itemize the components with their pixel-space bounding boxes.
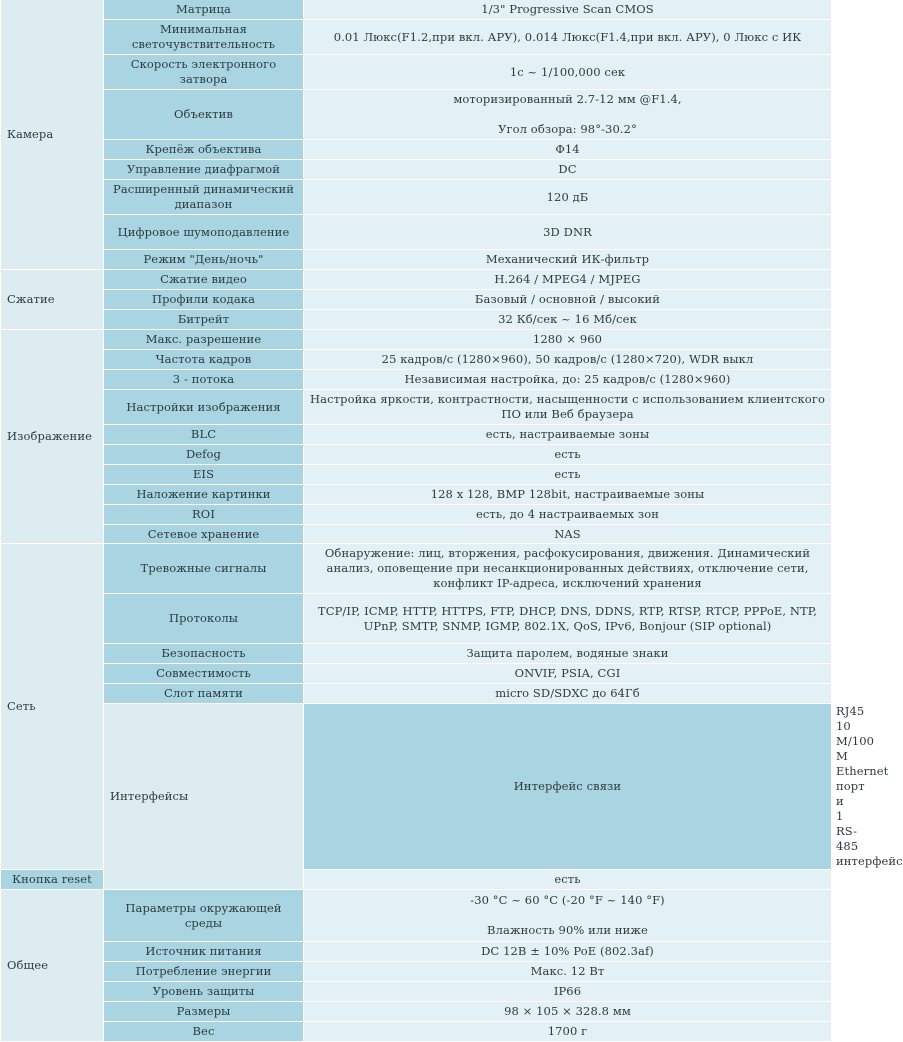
- spec-row-dnr: [1, 215, 832, 250]
- spec-row-net-storage: [1, 525, 832, 544]
- param-label: Тревожные сигналы: [104, 544, 304, 594]
- spec-row-wdr: [1, 180, 832, 215]
- param-value: Обнаружение: лиц, вторжения, расфокусирования, движения. Динамический анализ, оповещение при несанкционированных действиях, отключение сети, конфликт IP-адреса, исключений хранения: [304, 544, 832, 594]
- section-compression-label: Сжатие: [1, 270, 104, 330]
- param-label: Сжатие видео: [104, 270, 304, 290]
- spec-row-power-consumption: [1, 962, 832, 982]
- spec-row-protocols: [1, 594, 832, 644]
- spec-row-image-settings: [1, 390, 832, 425]
- param-value: H.264 / MPEG4 / MJPEG: [304, 270, 832, 290]
- param-value: 1с ~ 1/100,000 сек: [304, 55, 832, 90]
- spec-row-lens: [1, 90, 832, 140]
- param-value: 120 дБ: [304, 180, 832, 215]
- section-interfaces-label: Интерфейсы: [104, 704, 304, 890]
- param-label: Безопасность: [104, 644, 304, 664]
- spec-row-roi: [1, 505, 832, 525]
- lens-value-gap: [308, 107, 827, 122]
- param-label: Объектив: [104, 90, 304, 140]
- section-network-label: Сеть: [1, 544, 104, 870]
- param-label: Макс. разрешение: [104, 330, 304, 350]
- spec-row-bitrate: [1, 310, 832, 330]
- spec-row-max-resolution: [1, 330, 832, 350]
- param-value: есть, до 4 настраиваемых зон: [304, 505, 832, 525]
- spec-row-alarms: [1, 544, 832, 594]
- spec-row-codec-profiles: [1, 290, 832, 310]
- param-label: Уровень защиты: [104, 982, 304, 1002]
- param-value: IP66: [304, 982, 832, 1002]
- param-label: EIS: [104, 465, 304, 485]
- lens-value-line-2: Угол обзора: 98°-30.2°: [498, 122, 637, 136]
- param-label: Частота кадров: [104, 350, 304, 370]
- param-value: [304, 90, 832, 140]
- param-label: Крепёж объектива: [104, 140, 304, 160]
- spec-row-overlay: [1, 485, 832, 505]
- param-value: micro SD/SDXC до 64Гб: [304, 684, 832, 704]
- environment-value-line-2: Влажность 90% или ниже: [487, 923, 648, 937]
- param-label: Битрейт: [104, 310, 304, 330]
- param-label: BLC: [104, 425, 304, 445]
- param-label: Интерфейс связи: [304, 704, 832, 870]
- spec-row-day-night: [1, 250, 832, 270]
- param-value: Настройка яркости, контрастности, насыщенности с использованием клиентского ПО или Веб браузера: [304, 390, 832, 425]
- param-value: есть: [304, 445, 832, 465]
- param-label: Цифровое шумоподавление: [104, 215, 304, 250]
- param-label: Настройки изображения: [104, 390, 304, 425]
- spec-row-iris: [1, 160, 832, 180]
- param-value: NAS: [304, 525, 832, 544]
- param-label: Протоколы: [104, 594, 304, 644]
- spec-row-sensor: [1, 0, 832, 20]
- param-label: Расширенный динамический диапазон: [104, 180, 304, 215]
- param-value: [304, 890, 832, 942]
- param-value: есть: [304, 465, 832, 485]
- param-label: Профили кодака: [104, 290, 304, 310]
- param-value: 128 x 128, BMP 128bit, настраиваемые зоны: [304, 485, 832, 505]
- section-image-label: Изображение: [1, 330, 104, 544]
- param-value: 1/3" Progressive Scan CMOS: [304, 0, 832, 20]
- param-label: Потребление энергии: [104, 962, 304, 982]
- param-value: Базовый / основной / высокий: [304, 290, 832, 310]
- param-value: DC: [304, 160, 832, 180]
- spec-row-compatibility: [1, 664, 832, 684]
- spec-row-shutter: [1, 55, 832, 90]
- param-value: ONVIF, PSIA, CGI: [304, 664, 832, 684]
- spec-row-defog: [1, 445, 832, 465]
- spec-row-lens-mount: [1, 140, 832, 160]
- spec-row-power-source: [1, 942, 832, 962]
- param-value: 3D DNR: [304, 215, 832, 250]
- param-label: Скорость электронного затвора: [104, 55, 304, 90]
- environment-value-line-1: -30 °C ~ 60 °C (-20 °F ~ 140 °F): [470, 893, 665, 907]
- param-label: Матрица: [104, 0, 304, 20]
- param-value: Φ14: [304, 140, 832, 160]
- spec-row-blc: [1, 425, 832, 445]
- param-label: Размеры: [104, 1002, 304, 1022]
- param-value: есть, настраиваемые зоны: [304, 425, 832, 445]
- param-label: Вес: [104, 1022, 304, 1042]
- spec-row-streams: [1, 370, 832, 390]
- param-label: Совместимость: [104, 664, 304, 684]
- param-label: Наложение картинки: [104, 485, 304, 505]
- param-label: Кнопка reset: [1, 870, 104, 890]
- param-label: Слот памяти: [104, 684, 304, 704]
- spec-row-protection: [1, 982, 832, 1002]
- param-label: Минимальная светочувствительность: [104, 20, 304, 55]
- spec-row-eis: [1, 465, 832, 485]
- param-value: 32 Кб/сек ~ 16 Мб/сек: [304, 310, 832, 330]
- param-value: Макс. 12 Вт: [304, 962, 832, 982]
- spec-row-video-compression: [1, 270, 832, 290]
- lens-value-line-1: моторизированный 2.7-12 мм @F1.4,: [453, 92, 682, 106]
- environment-value-gap: [308, 908, 827, 923]
- param-value: Механический ИК-фильтр: [304, 250, 832, 270]
- section-general-label: Общее: [1, 890, 104, 1042]
- param-value: 25 кадров/с (1280×960), 50 кадров/с (1280×720), WDR выкл: [304, 350, 832, 370]
- spec-row-dimensions: [1, 1002, 832, 1022]
- spec-row-weight: [1, 1022, 832, 1042]
- param-label: Параметры окружающей среды: [104, 890, 304, 942]
- spec-row-memory-slot: [1, 684, 832, 704]
- param-label: ROI: [104, 505, 304, 525]
- param-label: Сетевое хранение: [104, 525, 304, 544]
- spec-row-environment: [1, 890, 832, 942]
- param-value: TCP/IP, ICMP, HTTP, HTTPS, FTP, DHCP, DNS, DDNS, RTP, RTSP, RTCP, PPPoE, NTP, UPnP, SMTP, SNMP, IGMP, 802.1X, QoS, IPv6, Bonjour (SIP optional): [304, 594, 832, 644]
- param-value: Независимая настройка, до: 25 кадров/с (1280×960): [304, 370, 832, 390]
- spec-row-frame-rate: [1, 350, 832, 370]
- param-value: есть: [304, 870, 832, 890]
- param-value: 98 × 105 × 328.8 мм: [304, 1002, 832, 1022]
- spec-row-security: [1, 644, 832, 664]
- param-value: 1280 × 960: [304, 330, 832, 350]
- param-label: Управление диафрагмой: [104, 160, 304, 180]
- param-value: Защита паролем, водяные знаки: [304, 644, 832, 664]
- param-label: Defog: [104, 445, 304, 465]
- section-camera-label: Камера: [1, 0, 104, 270]
- param-value: DC 12В ± 10% PoE (802.3af): [304, 942, 832, 962]
- spec-row-comm-interface: Интерфейсы Интерфейс связи RJ45 10 M/100 M Ethernet порт и 1 RS-485 интерфейс: [1, 704, 832, 870]
- param-label: 3 - потока: [104, 370, 304, 390]
- param-value: 1700 г: [304, 1022, 832, 1042]
- spec-row-min-illumination: [1, 20, 832, 55]
- param-label: Режим "День/ночь": [104, 250, 304, 270]
- param-value: 0.01 Люкс(F1.2,при вкл. АРУ), 0.014 Люкс(F1.4,при вкл. АРУ), 0 Люкс с ИК: [304, 20, 832, 55]
- param-label: Источник питания: [104, 942, 304, 962]
